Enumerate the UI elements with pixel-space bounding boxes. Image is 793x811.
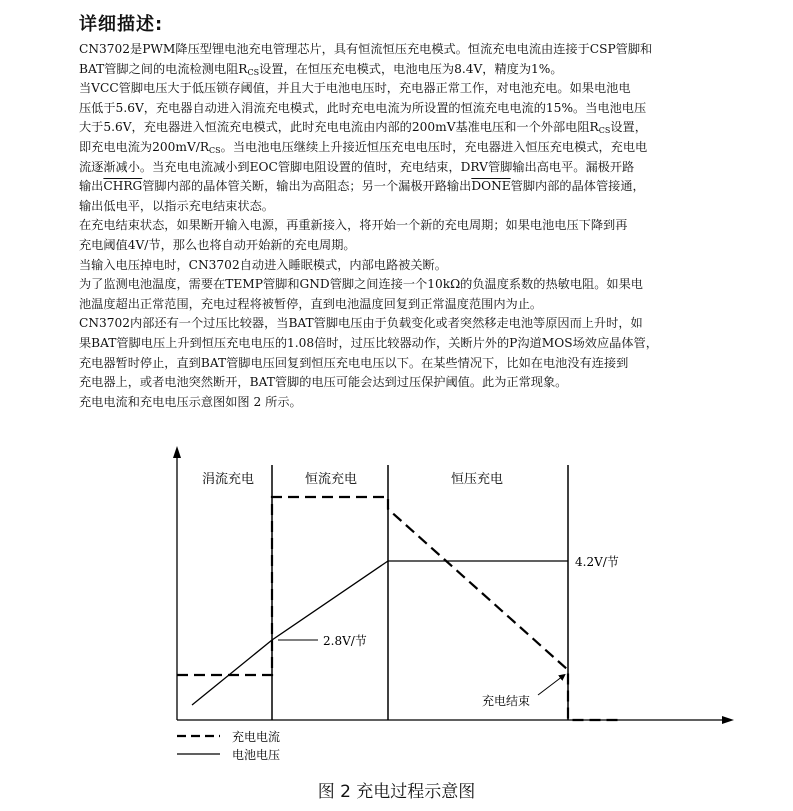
- text-run: 压低于5.6V，充电器自动进入涓流充电模式，此时充电电流为所设置的恒流充电电流的15%。当电池电压: [79, 100, 647, 115]
- text-line: [79, 236, 719, 256]
- text-line: [79, 393, 719, 413]
- text-run: 充电电流和充电电压示意图如图 2 所示。: [79, 394, 302, 409]
- text-run: 管脚内部的晶体管接通，: [510, 179, 645, 194]
- phase-label-cv: 恒压充电: [451, 472, 504, 487]
- text-line: [79, 373, 719, 393]
- section-heading: 详细描述:: [79, 14, 164, 35]
- phase-label-trickle: 涓流充电: [202, 472, 255, 487]
- text-run: 为了监测电池温度，需要在TEMP管脚和GND管脚之间连接一个10kΩ的负温度系数的热敏电阻。如果电: [79, 277, 643, 292]
- label-4-2v: 4.2V/节: [575, 555, 619, 569]
- text-line: [79, 275, 719, 295]
- legend-current: 充电电流: [232, 730, 281, 744]
- text-line: [79, 60, 719, 80]
- text-run: 即充电电流为200mV/R: [79, 139, 210, 154]
- text-run: 大于5.6V，充电器进入恒流充电模式，此时充电电流由内部的200mV基准电压和一个外部电阻R: [79, 120, 599, 135]
- text-line: [79, 40, 719, 60]
- figure-caption: 图 2 充电过程示意图: [317, 782, 476, 802]
- text-line: [79, 177, 719, 197]
- text-line: [79, 158, 719, 178]
- text-line: [79, 295, 719, 315]
- text-line: [79, 138, 719, 158]
- phase-boundaries: [272, 465, 568, 720]
- text-run: CN3702是PWM降压型锂电池充电管理芯片，具有恒流恒压充电模式。恒流充电电流由连接于CSP管脚和: [79, 42, 653, 56]
- text-run: 输出: [79, 179, 104, 194]
- text-run: 输出低电平，以指示充电结束状态。: [79, 198, 274, 213]
- text-run: 设置，在恒压充电模式，电池电压为8.4V，精度为1%。: [259, 61, 563, 76]
- text-line: [79, 99, 719, 119]
- text-run: 充电阈值4V/节，那么也将自动开始新的充电周期。: [79, 237, 356, 252]
- text-line: [79, 354, 719, 374]
- battery-voltage-curve: [192, 561, 568, 705]
- subscript: CS: [598, 126, 611, 136]
- text-line: [79, 334, 719, 354]
- charge-end-arrow: [538, 676, 563, 695]
- subscript: CS: [247, 67, 260, 77]
- phase-label-cc: 恒流充电: [305, 472, 358, 487]
- text-run: 充电器上，或者电池突然断开，BAT管脚的电压可能会达到过压保护阈值。此为正常现象。: [79, 375, 568, 390]
- text-line: [79, 314, 719, 334]
- subscript: CS: [209, 145, 221, 155]
- text-line: [79, 216, 719, 236]
- text-line: [79, 256, 719, 276]
- text-line: [79, 79, 719, 99]
- text-run: 充电器暂时停止，直到BAT管脚电压回复到恒压充电电压以下。在某些情况下，比如在电池没有连接到: [79, 355, 629, 370]
- text-run: 果BAT管脚电压上升到恒压充电电压的1.08倍时，过压比较器动作，关断片外的P沟道MOS场效应晶体管，: [79, 335, 658, 350]
- text-run: 。当电池电压继续上升接近恒压充电电压时，充电器进入恒压充电模式，充电电: [220, 139, 648, 154]
- charging-process-diagram: [0, 440, 793, 775]
- label-charge-end: 充电结束: [482, 694, 531, 708]
- text-run: 管脚内部的晶体管关断，输出为高阻态；另一个漏极开路输出: [142, 179, 472, 194]
- axes: [173, 446, 734, 724]
- charge-current-curve: [177, 497, 620, 720]
- description-text: [79, 40, 719, 412]
- text-run: BAT管脚之间的电流检测电阻R: [79, 61, 248, 76]
- text-run: CN3702内部还有一个过压比较器，当BAT管脚电压由于负载变化或者突然移走电池等原因而上升时，如: [79, 316, 643, 331]
- text-line: [79, 118, 719, 138]
- text-run: 设置，: [610, 120, 647, 135]
- overlined-pin-name: CHRG: [103, 179, 143, 194]
- text-run: 在充电结束状态，如果断开输入电源，再重新接入，将开始一个新的充电周期；如果电池电压下降到再: [79, 218, 628, 233]
- legend: [177, 729, 280, 762]
- text-run: 当输入电压掉电时，CN3702自动进入睡眠模式，内部电路被关断。: [79, 257, 447, 272]
- label-2-8v: 2.8V/节: [323, 634, 367, 648]
- legend-voltage: 电池电压: [232, 748, 281, 762]
- text-run: 流逐渐减小。当充电电流减小到EOC管脚电阻设置的值时，充电结束，DRV管脚输出高电平。漏极开路: [79, 159, 635, 174]
- overlined-pin-name: DONE: [471, 179, 511, 194]
- text-run: 池温度超出正常范围，充电过程将被暂停，直到电池温度回复到正常温度范围内为止。: [79, 296, 543, 311]
- text-run: 当VCC管脚电压大于低压锁存阈值，并且大于电池电压时，充电器正常工作，对电池充电。如果电池电: [79, 81, 631, 96]
- text-line: [79, 197, 719, 217]
